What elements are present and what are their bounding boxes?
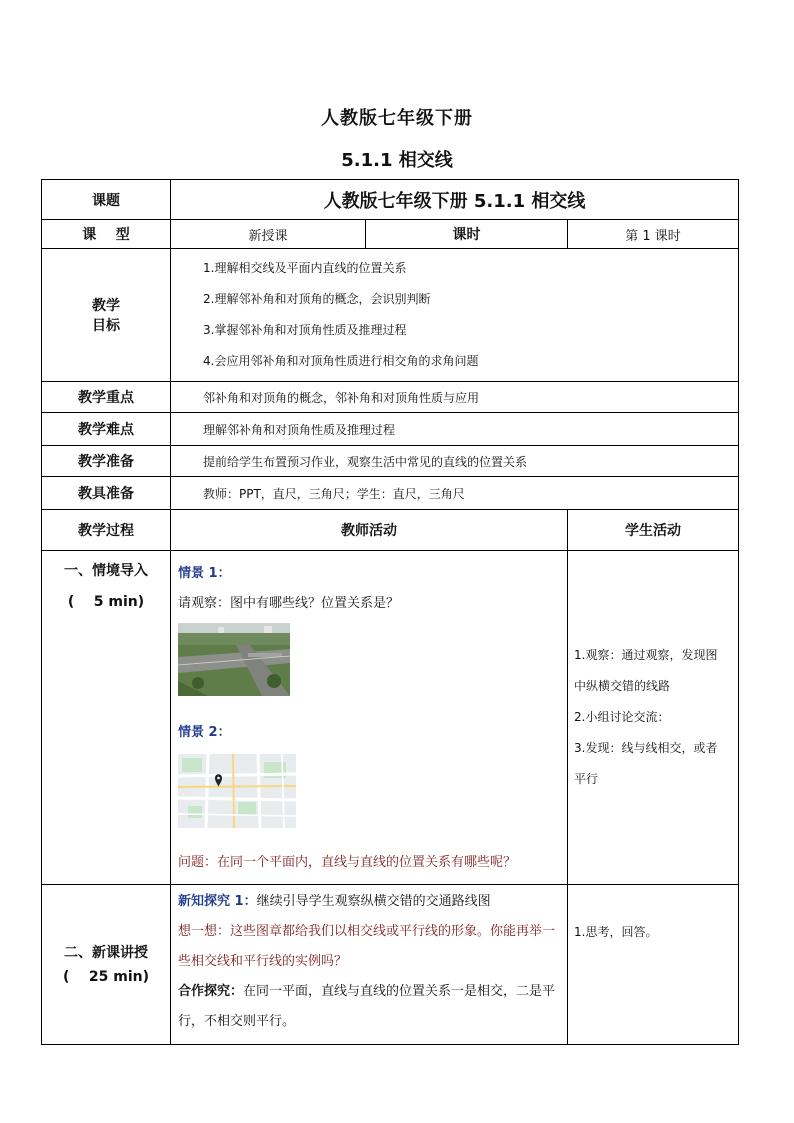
scene1-text: 请观察：图中有哪些线？位置关系是？ [178,596,400,611]
goals-label [42,249,171,382]
stage1-student-line: 平行 [574,772,599,786]
city-map-image [178,754,296,828]
stage1-time: ( 5 min) [67,594,145,610]
prep-row [42,446,739,477]
goal-item: 1.理解相交线及平面内直线的位置关系 [203,261,407,275]
difficulty-value: 理解邻补角和对顶角性质及推理过程 [171,413,739,446]
stage1-student-line: 2.小组讨论交流： [574,710,670,724]
tools-value: 教师：PPT，直尺，三角尺；学生：直尺，三角尺 [171,477,739,510]
process-header-student: 学生活动 [568,510,739,551]
stage1-teacher-cell [171,551,568,885]
stage1-name: 一、情境导入 [64,563,148,579]
stage1-question: 问题：在同一个平面内，直线与直线的位置关系有哪些呢？ [178,855,517,870]
process-header-stage: 教学过程 [42,510,171,551]
stage1-student-line: 1.观察：通过观察，发现图 [574,648,718,662]
explore-label: 新知探究 1： [178,894,257,909]
coop-text: 在同一平面，直线与直线的位置关系一是相交，二是平行，不相交则平行。 [178,984,556,1029]
topic-row [42,180,739,220]
stage2-student-line: 1.思考，回答。 [574,925,658,939]
process-header-row [42,510,739,551]
stage2-student-cell [568,885,739,1045]
stage2-name: 二、新课讲授 [64,944,148,961]
stage2-time: ( 25 min) [62,968,149,985]
stage1-cell [42,551,171,885]
topic-label: 课题 [42,180,171,220]
goal-item: 2.理解邻补角和对顶角的概念，会识别判断 [203,292,431,306]
goals-label-line1: 教学 [92,298,120,314]
type-value: 新授课 [171,220,366,249]
goal-item: 4.会应用邻补角和对顶角性质进行相交角的求角问题 [203,354,479,368]
scene1-label: 情景 1： [178,566,231,581]
type-row [42,220,739,249]
scene2-label: 情景 2： [178,725,231,740]
stage1-student-line: 3.发现：线与线相交，或者 [574,741,718,755]
doc-title: 人教版七年级下册 [321,108,473,129]
prep-label: 教学准备 [42,446,171,477]
explore-text: 继续引导学生观察纵横交错的交通路线图 [256,894,491,909]
think-text: 想一想：这些图章都给我们以相交线或平行线的形象。你能再举一些相交线和平行线的实例吗？ [178,924,556,969]
intersection-photo [178,623,290,696]
tools-label: 教具准备 [42,477,171,510]
tools-row [42,477,739,510]
difficulty-row [42,413,739,446]
key-value: 邻补角和对顶角的概念，邻补角和对顶角性质与应用 [171,382,739,413]
hours-label: 课时 [366,220,568,249]
key-row [42,382,739,413]
key-label: 教学重点 [42,382,171,413]
difficulty-label: 教学难点 [42,413,171,446]
stage1-student-cell [568,551,739,885]
goals-label-line2: 目标 [92,318,120,334]
type-label: 课 型 [42,220,171,249]
goals-list [171,249,739,382]
coop-label: 合作探究： [178,984,244,999]
stage1-row [42,551,739,885]
stage2-teacher-cell [171,885,568,1045]
goals-row [42,249,739,382]
stage2-cell [42,885,171,1045]
goal-item: 3.掌握邻补角和对顶角性质及推理过程 [203,323,407,337]
stage2-row [42,885,739,1045]
hours-value: 第 1 课时 [568,220,739,249]
prep-value: 提前给学生布置预习作业，观察生活中常见的直线的位置关系 [171,446,739,477]
topic-value: 人教版七年级下册 5.1.1 相交线 [171,180,739,220]
process-header-teacher: 教师活动 [171,510,568,551]
lesson-plan-table [41,179,739,1045]
stage1-student-line: 中纵横交错的线路 [574,679,671,693]
doc-subtitle: 5.1.1 相交线 [341,150,453,171]
